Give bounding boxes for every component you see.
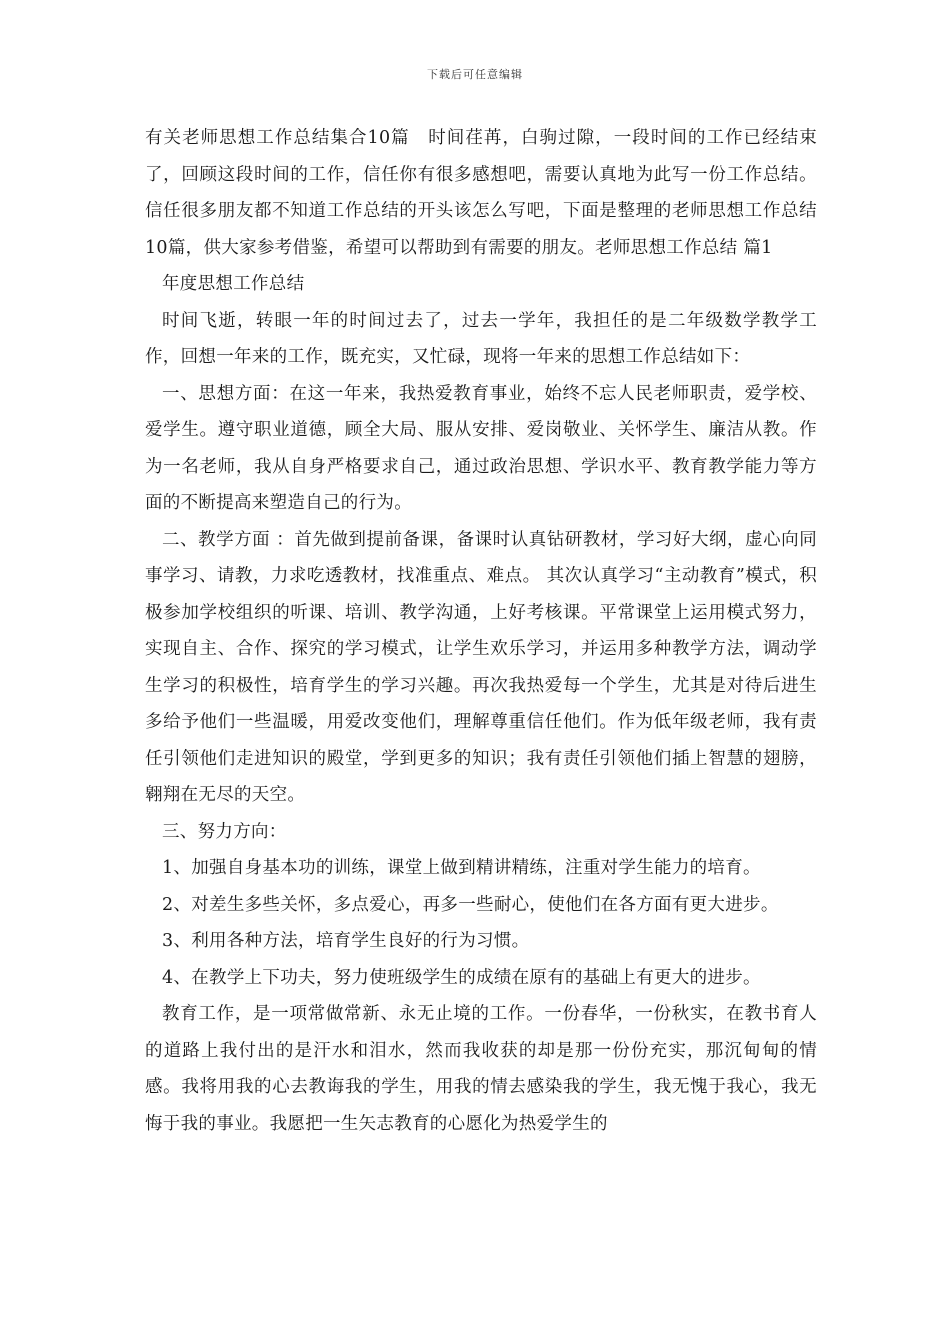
- body-paragraph-opening: 时间飞逝，转眼一年的时间过去了，过去一学年，我担任的是二年级数学教学工作，回想一年来的工作，既充实，又忙碌，现将一年来的思想工作总结如下：: [145, 310, 817, 367]
- list-item-4: 4、在教学上下功夫，努力使班级学生的成绩在原有的基础上有更大的进步。: [162, 967, 761, 988]
- list-item-1: 1、加强自身基本功的训练，课堂上做到精讲精练，注重对学生能力的培育。: [162, 858, 761, 878]
- list-item-2: 2、对差生多些关怀，多点爱心，再多一些耐心，使他们在各方面有更大进步。: [162, 894, 779, 915]
- page-header-note: 下载后可任意编辑: [427, 68, 523, 81]
- body-paragraph-thought: 一、思想方面：在这一年来，我热爱教育事业，始终不忘人民老师职责，爱学校、爱学生。遵守职业道德，顾全大局、服从安排、爱岗敬业、关怀学生、廉洁从教。作为一名老师，我从自身严格要求自己，通过政治思想、学识水平、教育教学能力等方面的不断提高来塑造自己的行为。: [145, 383, 817, 513]
- body-paragraph-closing: 教育工作，是一项常做常新、永无止境的工作。一份春华，一份秋实，在教书育人的道路上我付出的是汗水和泪水，然而我收获的却是那一份份充实，那沉甸甸的情感。我将用我的心去教诲我的学生，用我的情去感染我的学生，我无愧于我心，我无悔于我的事业。我愿把一生矢志教育的心愿化为热爱学生的: [145, 1004, 817, 1134]
- body-paragraph-teaching: 二、教学方面 ：首先做到提前备课，备课时认真钻研教材，学习好大纲，虚心向同事学习、请教，力求吃透教材，找准重点、难点。 其次认真学习“主动教育”模式，积极参加学校组织的听课、培训、教学沟通，上好考核课。平常课堂上运用模式努力，实现自主、合作、探究的学习模式，让学生欢乐学习，并运用多种教学方法，调动学生学习的积极性，培育学生的学习兴趣。再次我热爱每一个学生，尤其是对待后进生多给予他们一些温暖，用爱改变他们，理解尊重信任他们。作为低年级老师，我有责任引领他们走进知识的殿堂，学到更多的知识；我有责任引领他们插上智慧的翅膀，翱翔在无尽的天空。: [145, 529, 817, 805]
- intro-paragraph: 有关老师思想工作总结集合10篇 时间荏苒，白驹过隙，一段时间的工作已经结束了，回顾这段时间的工作，信任你有很多感想吧，需要认真地为此写一份工作总结。信任很多朋友都不知道工作总结的开头该怎么写吧，下面是整理的老师思想工作总结10篇，供大家参考借鉴，希望可以帮助到有需要的朋友。老师思想工作总结 篇1: [145, 128, 817, 258]
- document-body: [145, 120, 817, 1142]
- section-heading-direction: 三、努力方向：: [162, 821, 287, 842]
- section-subtitle: 年度思想工作总结: [162, 274, 305, 294]
- list-item-3: 3、利用各种方法，培育学生良好的行为习惯。: [162, 931, 530, 951]
